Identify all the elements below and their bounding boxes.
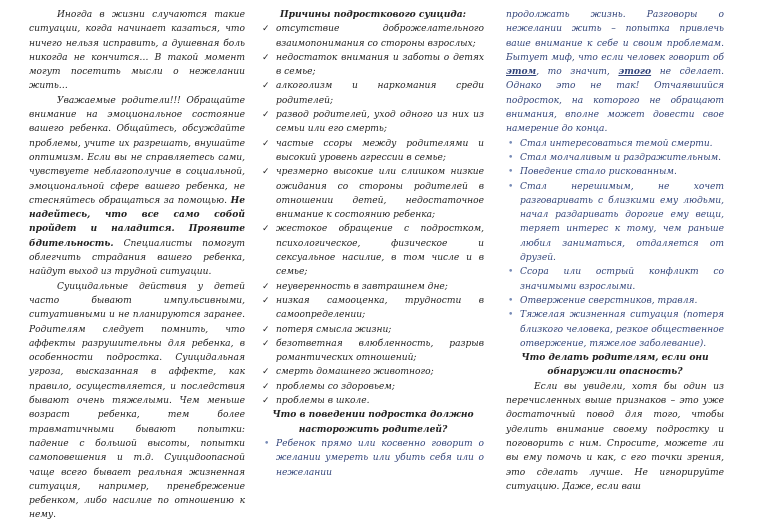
cause-item: ✓ алкоголизм и наркомания среди родителей; [262,79,484,108]
continuation-text-a: продолжать жизнь. Разговоры о нежелании жить – попытка привлечь ваше внимание к себе и своим проблемам. Бытует миф, что если человек говорит об [506,10,724,63]
warning-sign-item: • Стал молчаливым и раздражительным. [506,151,724,165]
warning-signs-heading: Что в поведении подростка должно насторожить родителей? [272,409,474,435]
cause-item: ✓ потеря смысла жизни; [262,323,484,337]
appeal-bold-text: Не надейтесь, что все само собой пройдет и наладится. Проявите бдительность. [29,194,245,249]
cause-item: ✓ неуверенность в завтрашнем дне; [262,280,484,294]
warning-sign-item: • Поведение стало рискованным. [506,165,724,179]
warning-sign-item: • Ребенок прямо или косвенно говорит о желании умереть или убить себя или о нежелании [262,437,484,480]
cause-item: ✓ смерть домашнего животного; [262,365,484,379]
intro-paragraph: Иногда в жизни случаются такие ситуации, когда начинает казаться, что ничего нельзя исправить, а душевная боль никогда не кончится… В такой момент могут посетить мысли о нежелании жить… [29,10,245,92]
parents-appeal-paragraph [29,94,245,280]
cause-item: ✓ чрезмерно высокие или слишком низкие ожидания со стороны родителей в отношении детей, недостаточное внимание к состоянию ребенка; [262,165,484,222]
warning-signs-list [506,137,724,351]
cause-item: ✓ частые ссоры между родителями и высокий уровень агрессии в семье; [262,137,484,166]
warning-sign-item: • Отвержение сверстников, травля. [506,294,724,308]
warning-sign-item: • Ссора или острый конфликт со значимыми взрослыми. [506,265,724,294]
continuation-paragraph [506,8,724,137]
cause-item: ✓ жестокое обращение с подростком, психологическое, физическое и сексуальное насилие, в том числе и в семье; [262,222,484,279]
appeal-text: Уважаемые родители!!! Обращайте внимание на эмоциональное состояние вашего ребенка. Общайтесь, обсуждайте проблемы, учите их разрешать, внушайте оптимизм. Если вы не справляетесь сами, чувствуете неблагополучие в социальной, эмоциональной сфере вашего ребенка, не стесняйтесь обращаться за помощью. [29,95,245,206]
what-to-do-paragraph: Если вы увидели, хотя бы один из перечисленных выше признаков – это уже достаточный повод для того, чтобы уделить внимание своему подростку и поговорить с ним. Спросите, можете ли вы ему помочь и как, с его точки зрения, это сделать лучше. Не игнорируйте ситуацию. Даже, если ваш [506,381,724,492]
warning-sign-item: • Стал нерешимым, не хочет разговаривать с близкими ему людьми, начал раздаривать дорогие ему вещи, теряет интерес к тому, чем раньше любил заниматься, отдаляется от друзей. [506,180,724,266]
causes-list [262,22,484,408]
causes-heading: Причины подросткового суицида: [280,9,466,20]
warning-sign-item: • Стал интересоваться темой смерти. [506,137,724,151]
warning-signs-list-start [262,437,484,480]
cause-item: ✓ отсутствие доброжелательного взаимопонимания со стороны взрослых; [262,22,484,51]
cause-item: ✓ проблемы в школе. [262,394,484,408]
suicidal-actions-paragraph: Суицидальные действия у детей часто бывают импульсивными, ситуативными и не планируются заранее. Родителям следует помнить, что аффекты разрушительны для ребенка, в особенности подростка. Суицидальная угроза, высказанная в аффекте, как правило, осуществляется, и последствия бывают очень тяжелыми. Чем меньше возраст ребенка, тем более травматичными бывают попытки: падение с большой высоты, попытки самоповешения и т.д. Суицидоопасной чаще всего бывает реальная жизненная ситуация, например, пренебрежение ребенком, либо насилие по отношению к нему. [29,281,245,521]
column-left [29,8,245,523]
continuation-underlined-1: этом [506,66,537,78]
column-middle [262,8,484,480]
continuation-text-c: не сделает. Однако это не так! Отчаявшийся подросток, на которого не обращают внимания, вполне может довести свое намерение до конца. [506,67,724,135]
warning-sign-item: • Тяжелая жизненная ситуация (потеря близкого человека, резкое общественное отвержение, тяжелое заболевание). [506,308,724,351]
cause-item: ✓ низкая самооценка, трудности в самоопределении; [262,294,484,323]
cause-item: ✓ недостаток внимания и заботы о детях в семье; [262,51,484,80]
cause-item: ✓ развод родителей, уход одного из них из семьи или его смерть; [262,108,484,137]
cause-item: ✓ проблемы со здоровьем; [262,380,484,394]
column-right [506,8,724,494]
continuation-text-b: , то значит, [536,67,610,78]
appeal-post-text: Специалисты помогут облегчить страдания вашего ребенка, найдут выход из трудной ситуации. [29,238,245,278]
what-to-do-heading: Что делать родителям, если они обнаружили опасность? [521,352,709,378]
continuation-underlined-2: этого [618,66,652,78]
cause-item: ✓ безответная влюбленность, разрыв романтических отношений; [262,337,484,366]
